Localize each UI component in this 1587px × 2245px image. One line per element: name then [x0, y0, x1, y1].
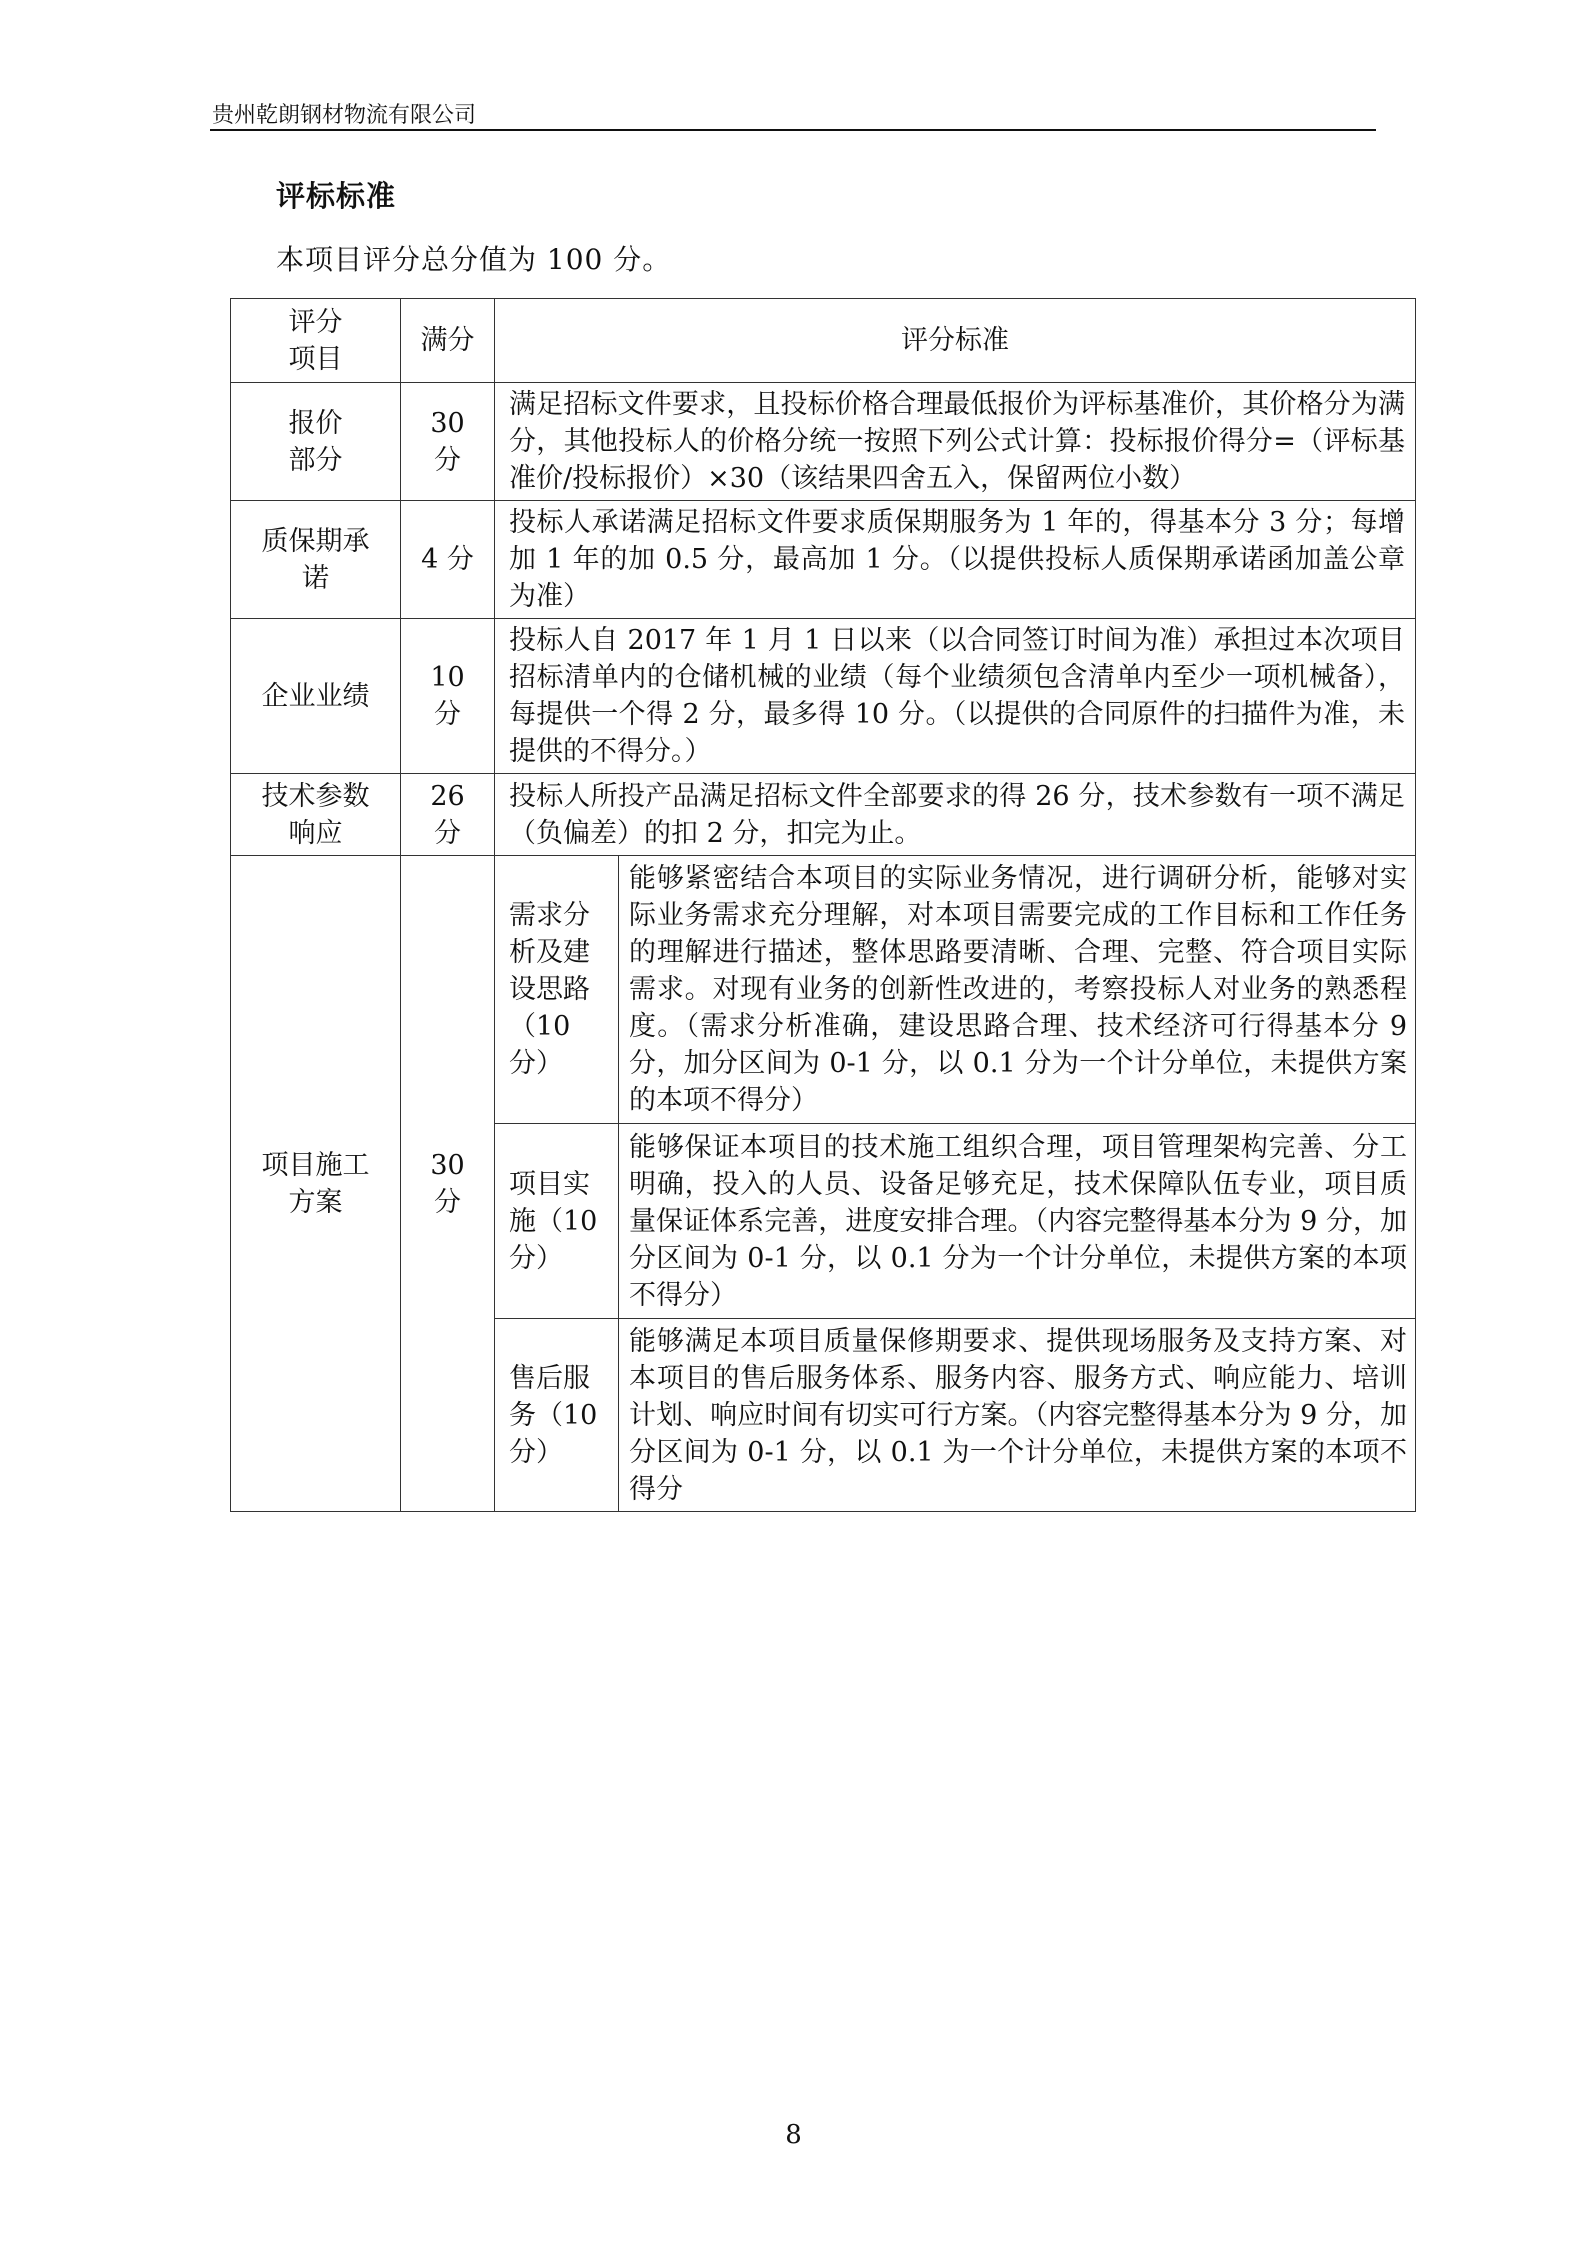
row-item: 报价 部分 — [231, 383, 401, 501]
header-item: 评分 项目 — [231, 299, 401, 383]
row-item: 技术参数 响应 — [231, 774, 401, 856]
header-score: 满分 — [401, 299, 495, 383]
table-row — [231, 774, 1416, 856]
row-item: 企业业绩 — [231, 619, 401, 774]
table-row — [231, 856, 1416, 1124]
scoring-table — [230, 298, 1416, 1512]
header-divider — [210, 129, 1376, 131]
header-criteria: 评分标准 — [495, 299, 1416, 383]
row-score: 4 分 — [401, 501, 495, 619]
section-title: 评标标准 — [276, 179, 397, 213]
table-row — [231, 383, 1416, 501]
table-row — [231, 619, 1416, 774]
row-criteria: 投标人所投产品满足招标文件全部要求的得 26 分，技术参数有一项不满足（负偏差）的扣 2 分，扣完为止。 — [495, 774, 1416, 856]
page-number: 8 — [785, 2120, 802, 2150]
plan-sub-criteria: 能够紧密结合本项目的实际业务情况，进行调研分析，能够对实际业务需求充分理解，对本项目需要完成的工作目标和工作任务的理解进行描述，整体思路要清晰、合理、完整、符合项目实际需求。对现有业务的创新性改进的，考察投标人对业务的熟悉程度。（需求分析准确，建设思路合理、技术经济可行得基本分 9 分，加分区间为 0-1 分，以 0.1 分为一个计分单位，未提供方案的本项不得分） — [619, 856, 1416, 1124]
plan-score: 30 分 — [401, 856, 495, 1512]
plan-sub-criteria: 能够满足本项目质量保修期要求、提供现场服务及支持方案、对本项目的售后服务体系、服务内容、服务方式、响应能力、培训计划、响应时间有切实可行方案。（内容完整得基本分为 9 分，加分区间为 0-1 分，以 0.1 为一个计分单位，未提供方案的本项不得分 — [619, 1319, 1416, 1512]
row-item: 质保期承 诺 — [231, 501, 401, 619]
header-company-name: 贵州乾朗钢材物流有限公司 — [212, 103, 477, 128]
plan-sub-criteria: 能够保证本项目的技术施工组织合理，项目管理架构完善、分工明确，投入的人员、设备足够充足，技术保障队伍专业，项目质量保证体系完善，进度安排合理。（内容完整得基本分为 9 分，加分区间为 0-1 分，以 0.1 分为一个计分单位，未提供方案的本项不得分） — [619, 1124, 1416, 1319]
plan-sub-label: 需求分 析及建 设思路 （10 分） — [495, 856, 619, 1124]
plan-sub-label: 项目实 施（10 分） — [495, 1124, 619, 1319]
row-score: 26 分 — [401, 774, 495, 856]
plan-item: 项目施工 方案 — [231, 856, 401, 1512]
table-header-row — [231, 299, 1416, 383]
row-score: 30 分 — [401, 383, 495, 501]
table-row — [231, 501, 1416, 619]
intro-text: 本项目评分总分值为 100 分。 — [276, 243, 672, 276]
row-criteria: 投标人自 2017 年 1 月 1 日以来（以合同签订时间为准）承担过本次项目招标清单内的仓储机械的业绩（每个业绩须包含清单内至少一项机械备），每提供一个得 2 分，最多得 10 分。（以提供的合同原件的扫描件为准，未提供的不得分。） — [495, 619, 1416, 774]
row-criteria: 满足招标文件要求，且投标价格合理最低报价为评标基准价，其价格分为满分，其他投标人的价格分统一按照下列公式计算：投标报价得分=（评标基准价/投标报价）×30（该结果四舍五入，保留两位小数） — [495, 383, 1416, 501]
plan-sub-label: 售后服 务（10 分） — [495, 1319, 619, 1512]
row-score: 10 分 — [401, 619, 495, 774]
row-criteria: 投标人承诺满足招标文件要求质保期服务为 1 年的，得基本分 3 分；每增加 1 年的加 0.5 分，最高加 1 分。（以提供投标人质保期承诺函加盖公章为准） — [495, 501, 1416, 619]
